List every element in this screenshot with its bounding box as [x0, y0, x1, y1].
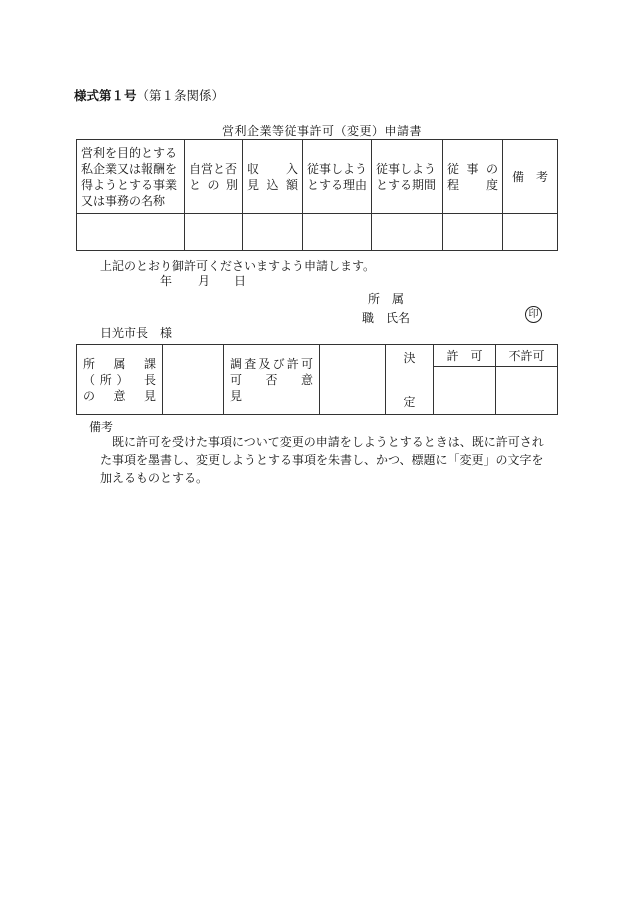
not-permit-label: 不許可	[496, 345, 558, 367]
application-statement: 上記のとおり御許可くださいますよう申請します。	[100, 259, 376, 273]
dept-opinion-label: 所 属 課 （所） 長 の 意 見	[77, 345, 163, 415]
dept-opinion-entry[interactable]	[163, 345, 224, 415]
entry-degree[interactable]	[443, 214, 503, 251]
header-degree: 従事の 程 度	[443, 140, 503, 214]
permit-entry[interactable]	[434, 367, 496, 415]
form-number-ref: （第１条関係）	[136, 88, 225, 103]
entry-remarks[interactable]	[503, 214, 558, 251]
header-period: 従事しよう とする期間	[372, 140, 443, 214]
form-number-bold: 様式第１号	[74, 88, 137, 103]
addressee: 日光市長 様	[100, 326, 173, 340]
document-title: 営利企業等従事許可（変更）申請書	[222, 124, 423, 138]
entry-expected-income[interactable]	[243, 214, 303, 251]
not-permit-entry[interactable]	[496, 367, 558, 415]
survey-opinion-label: 調査及び許可 可 否 意 見	[224, 345, 320, 415]
approval-table	[76, 344, 558, 415]
remarks-body	[100, 433, 552, 487]
remarks-text: 既に許可を受けた事項について変更の申請をしようとするときは、既に許可された事項を墨書し、変更しようとする事項を朱書し、かつ、標題に「変更」の文字を加えるものとする。	[100, 435, 544, 485]
header-reason: 従事しよう とする理由	[303, 140, 372, 214]
entry-reason[interactable]	[303, 214, 372, 251]
day-label: 日	[234, 274, 247, 288]
form-number	[74, 86, 224, 104]
decision-label: 決 定	[386, 345, 434, 415]
seal-icon: 印	[525, 306, 542, 323]
entry-period[interactable]	[372, 214, 443, 251]
approval-table-row-top	[77, 345, 558, 367]
application-table-header-row	[77, 140, 558, 214]
year-label: 年	[160, 274, 173, 288]
application-table	[76, 139, 558, 251]
entry-business-name[interactable]	[77, 214, 185, 251]
header-business-name: 営利を目的とする 私企業又は報酬を 得ようとする事業 又は事務の名称	[77, 140, 185, 214]
header-expected-income: 収 入 見込額	[243, 140, 303, 214]
header-self-employed: 自営と否 との別	[185, 140, 243, 214]
remarks-heading: 備考	[89, 420, 114, 434]
position-name-label: 職 氏名	[362, 311, 411, 325]
header-remarks: 備 考	[503, 140, 558, 214]
application-table-entry-row	[77, 214, 558, 251]
permit-label: 許 可	[434, 345, 496, 367]
entry-self-employed[interactable]	[185, 214, 243, 251]
survey-opinion-entry[interactable]	[320, 345, 386, 415]
month-label: 月	[198, 274, 211, 288]
affiliation-label: 所 属	[368, 292, 405, 306]
